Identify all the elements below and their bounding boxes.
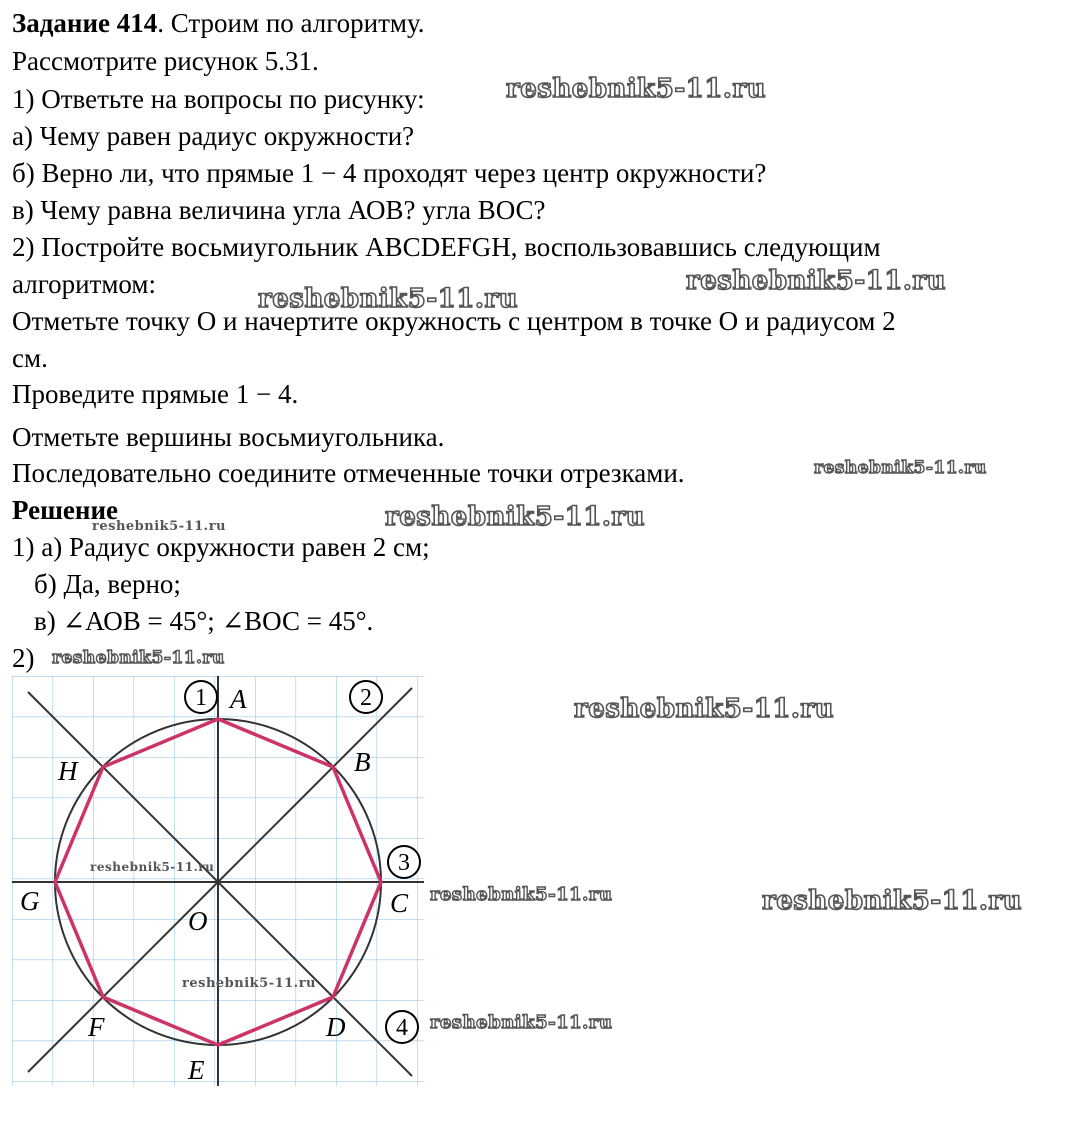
- watermark: reshebnik5-11.ru: [90, 860, 215, 874]
- line-number-4: [386, 1011, 418, 1043]
- line-number-1: [185, 681, 217, 713]
- watermark: reshebnik5-11.ru: [52, 648, 225, 668]
- watermark: reshebnik5-11.ru: [430, 884, 613, 905]
- watermark: reshebnik5-11.ru: [814, 458, 987, 478]
- solution-answer: 2): [12, 643, 35, 673]
- task-line: Проведите прямые 1 − 4.: [12, 379, 299, 409]
- task-line: Рассмотрите рисунок 5.31.: [12, 46, 319, 76]
- task-line: Последовательно соедините отмеченные точки отрезками.: [12, 458, 685, 488]
- watermark: reshebnik5-11.ru: [686, 266, 947, 296]
- center-label-o: O: [188, 906, 208, 936]
- svg-text:2: 2: [360, 685, 372, 711]
- task-line: см.: [12, 343, 48, 373]
- task-line: Отметьте точку О и начертите окружность с центром в точке О и радиусом 2: [12, 306, 896, 336]
- watermark: reshebnik5-11.ru: [430, 1012, 613, 1033]
- task-line: б) Верно ли, что прямые 1 − 4 проходят через центр окружности?: [12, 158, 767, 188]
- watermark: reshebnik5-11.ru: [385, 502, 646, 532]
- octagon-figure: [12, 676, 424, 1086]
- solution-answer: в) ∠АОВ = 45°; ∠ВОС = 45°.: [34, 606, 374, 636]
- watermark: reshebnik5-11.ru: [92, 519, 227, 534]
- vertex-label-h: H: [58, 756, 78, 786]
- watermark: reshebnik5-11.ru: [762, 886, 1023, 916]
- task-line: а) Чему равен радиус окружности?: [12, 121, 415, 151]
- watermark: reshebnik5-11.ru: [258, 284, 519, 314]
- solution-answer: 1) а) Радиус окружности равен 2 см;: [12, 532, 430, 562]
- watermark: reshebnik5-11.ru: [506, 74, 767, 104]
- vertex-label-a: A: [230, 684, 247, 714]
- line-number-2: [350, 681, 382, 713]
- task-line: в) Чему равна величина угла АОВ? угла ВОС?: [12, 195, 546, 225]
- svg-text:3: 3: [398, 850, 410, 876]
- vertex-label-c: C: [390, 888, 409, 918]
- task-line: 2) Постройте восьмиугольник ABCDEFGH, воспользовавшись следующим: [12, 232, 881, 262]
- watermark: reshebnik5-11.ru: [574, 694, 835, 724]
- task-number: Задание 414: [12, 8, 158, 38]
- task-title-text: . Строим по алгоритму.: [157, 8, 425, 38]
- line-number-3: [388, 846, 420, 878]
- vertex-label-b: B: [354, 747, 371, 777]
- solution-heading: Решение: [12, 495, 118, 525]
- vertex-label-d: D: [326, 1012, 346, 1042]
- watermark: reshebnik5-11.ru: [182, 976, 317, 991]
- vertex-label-e: E: [188, 1055, 205, 1085]
- task-line: алгоритмом:: [12, 269, 157, 299]
- svg-text:4: 4: [396, 1015, 408, 1041]
- task-title: [12, 6, 425, 40]
- vertex-label-g: G: [20, 886, 40, 916]
- vertex-label-f: F: [88, 1012, 105, 1042]
- task-line: Отметьте вершины восьмиугольника.: [12, 422, 445, 452]
- task-line: 1) Ответьте на вопросы по рисунку:: [12, 84, 425, 114]
- svg-text:1: 1: [195, 685, 207, 711]
- solution-answer: б) Да, верно;: [34, 569, 181, 599]
